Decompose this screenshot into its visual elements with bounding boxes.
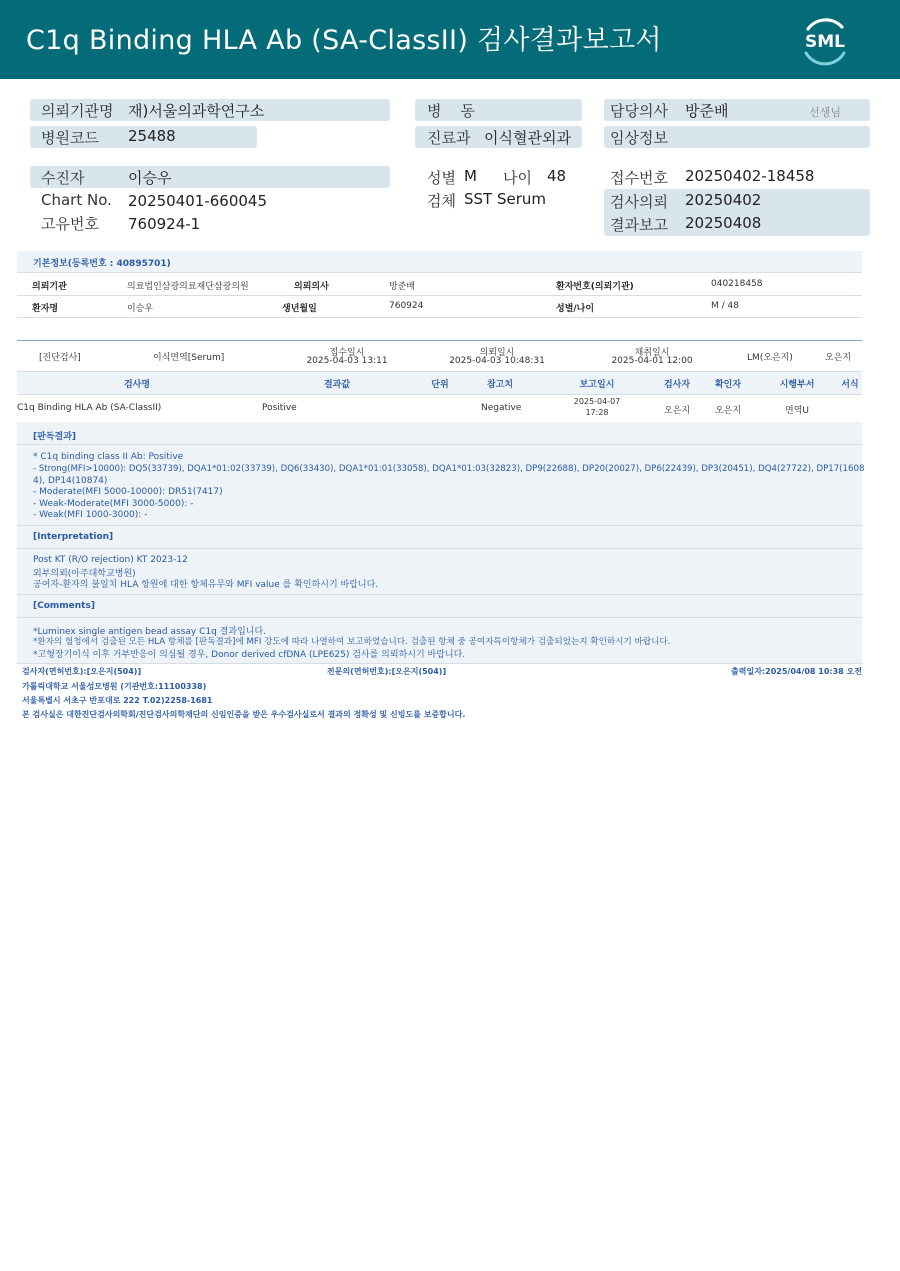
footer-hospital: 가톨릭대학교 서울성모병원 (기관번호:11100338) <box>22 682 207 691</box>
diag-request-value: 2025-04-03 10:48:31 <box>449 356 545 366</box>
report-title: C1q Binding HLA Ab (SA-ClassII) 검사결과보고서 <box>26 25 662 56</box>
divider <box>17 272 862 273</box>
divider <box>17 663 862 664</box>
footer-tester: 검사자(면허번호):[오은지(504)] <box>22 667 142 676</box>
specimen-label: 검체 <box>427 192 456 210</box>
report-value: 20250408 <box>685 214 762 232</box>
divider <box>17 617 862 618</box>
clinical-label: 임상정보 <box>610 129 668 147</box>
ward-label: 병 동 <box>427 102 476 120</box>
interpretation-line-1: Post KT (R/O rejection) KT 2023-12 <box>33 555 188 565</box>
judgement-title: [판독결과] <box>33 432 77 442</box>
interpretation-title: [Interpretation] <box>33 532 114 542</box>
request-label: 검사의뢰 <box>610 193 668 211</box>
row-dept: 면역U <box>785 406 809 416</box>
footer-print-date: 출력일자:2025/04/08 10:38 오전 <box>731 667 862 676</box>
judgement-line-6: - Weak(MFI 1000-3000): - <box>33 510 148 520</box>
col-header-dept: 시행부서 <box>779 380 815 390</box>
judgement-line-4: - Moderate(MFI 5000-10000): DR51(7417) <box>33 487 223 497</box>
interpretation-line-2: 외부의뢰(아주대학교병원) <box>33 569 136 579</box>
diag-receipt-label: 접수일시 <box>329 348 365 358</box>
svg-text:SML: SML <box>805 32 845 52</box>
row-tester: 오은지 <box>663 406 691 416</box>
col-header-report-date: 보고일시 <box>579 380 615 390</box>
judgement-line-2: - Strong(MFI>10000): DQ5(33739), DQA1*01:02(33739), DQ6(33430), DQA1*01:01(33058), DQA1*01:03(32823), DP9(22688), DP20(20027), DP6(22439), DP3(20451), DQ4(27722), DP17(1608 <box>33 464 865 474</box>
divider <box>17 394 862 395</box>
divider <box>17 371 862 372</box>
row-report-date: 2025-04-07 <box>573 397 621 406</box>
basic-name-value: 이승우 <box>127 304 154 314</box>
age-label: 나이 <box>503 169 532 187</box>
basic-sexage-value: M / 48 <box>711 301 739 311</box>
hosp-code-label: 병원코드 <box>41 129 99 147</box>
chart-label: Chart No. <box>41 191 112 209</box>
dept-label: 진료과 <box>427 129 471 147</box>
footer-expert: 전문의(면허번호):[오은지(504)] <box>327 667 447 676</box>
id-label: 고유번호 <box>41 215 99 233</box>
col-header-ref: 참고치 <box>486 380 514 390</box>
hosp-code-value: 25488 <box>128 127 176 145</box>
divider <box>17 444 862 445</box>
judgement-line-5: - Weak-Moderate(MFI 3000-5000): - <box>33 499 194 509</box>
doctor-label: 담당의사 <box>610 102 668 120</box>
report-header <box>0 0 900 79</box>
row-test-name: C1q Binding HLA Ab (SA-ClassII) <box>17 403 162 413</box>
basic-doctor-value: 방준배 <box>389 282 416 292</box>
dept-value: 이식혈관외과 <box>484 129 571 147</box>
footer-certification: 본 검사실은 대한진단검사의학회/진단검사의학재단의 신임인증을 받은 우수검사실로서 결과의 정확성 및 신빙도를 보증합니다. <box>22 710 466 719</box>
basic-org-label: 의뢰기관 <box>32 282 67 292</box>
col-header-form: 서식 <box>841 380 859 390</box>
comment-line-2: *환자의 혈청에서 검출된 모든 HLA 항체를 [판독결과]에 MFI 강도에 따라 나열하여 보고하였습니다. 검출된 항체 중 공여자특이항체가 검출되었는지 확인하시기 바랍니다. <box>33 637 671 647</box>
diag-person: 오은지 <box>825 353 852 363</box>
patient-value: 이승우 <box>128 169 172 187</box>
receipt-value: 20250402-18458 <box>685 167 815 185</box>
report-label: 결과보고 <box>610 216 668 234</box>
sex-label: 성별 <box>427 169 456 187</box>
basic-birth-label: 생년월일 <box>282 304 317 314</box>
col-header-result: 결과값 <box>323 380 351 390</box>
col-header-tester: 검사자 <box>663 380 691 390</box>
diag-label: [진단검사] <box>39 353 81 363</box>
request-value: 20250402 <box>685 191 762 209</box>
org-value: 재)서울의과학연구소 <box>128 102 265 120</box>
judgement-line-1: * C1q binding class II Ab: Positive <box>33 452 184 462</box>
sml-logo <box>796 13 854 67</box>
row-ref: Negative <box>481 403 522 413</box>
comments-title: [Comments] <box>33 601 95 611</box>
chart-value: 20250401-660045 <box>128 192 268 210</box>
divider <box>17 317 862 318</box>
diag-request-label: 의뢰일시 <box>479 348 515 358</box>
diag-lm: LM(오은지) <box>747 353 793 363</box>
divider <box>17 340 862 341</box>
diag-collect-value: 2025-04-01 12:00 <box>611 356 693 366</box>
comment-line-3: *고형장기이식 이후 거부반응이 의심될 경우, Donor derived cfDNA (LPE625) 검사를 의뢰하시기 바랍니다. <box>33 650 466 660</box>
diag-collect-label: 채취일시 <box>634 348 670 358</box>
col-header-name: 검사명 <box>123 380 151 390</box>
divider <box>17 525 862 526</box>
basic-info-title: 기본정보(등록번호 : 40895701) <box>33 259 171 269</box>
org-label: 의뢰기관명 <box>41 102 114 120</box>
divider <box>17 295 862 296</box>
interpretation-line-3: 공여자-환자의 불일치 HLA 항원에 대한 항체유무와 MFI value 를 확인하시기 바랍니다. <box>33 580 379 590</box>
diag-test: 이식면역[Serum] <box>153 353 225 363</box>
basic-org-value: 의료법인삼광의료재단삼광의원 <box>127 282 249 292</box>
basic-patno-label: 환자번호(의뢰기관) <box>556 282 634 292</box>
basic-birth-value: 760924 <box>389 301 424 311</box>
footer-address: 서울특별시 서초구 반포대로 222 T.02)2258-1681 <box>22 696 213 705</box>
col-header-checker: 확인자 <box>714 380 742 390</box>
basic-name-label: 환자명 <box>32 304 59 314</box>
receipt-label: 접수번호 <box>610 169 668 187</box>
comment-line-1: *Luminex single antigen bead assay C1q 결과입니다. <box>33 627 267 637</box>
sex-value: M <box>464 167 477 185</box>
basic-patno-value: 040218458 <box>711 279 763 289</box>
row-report-time: 17:28 <box>585 408 609 417</box>
id-value: 760924-1 <box>128 215 201 233</box>
basic-sexage-label: 성별/나이 <box>556 304 595 314</box>
specimen-value: SST Serum <box>464 190 547 208</box>
row-checker: 오은지 <box>714 406 742 416</box>
diag-receipt-value: 2025-04-03 13:11 <box>306 356 388 366</box>
judgement-line-3: 4), DP14(10874) <box>33 476 108 486</box>
patient-label: 수진자 <box>41 169 85 187</box>
doctor-value: 방준배 <box>685 102 729 120</box>
age-value: 48 <box>547 167 567 185</box>
basic-doctor-label: 의뢰의사 <box>294 282 329 292</box>
divider <box>17 548 862 549</box>
row-result: Positive <box>262 403 297 413</box>
doctor-suffix: 선생님 <box>809 106 841 119</box>
divider <box>17 594 862 595</box>
col-header-unit: 단위 <box>431 380 449 390</box>
